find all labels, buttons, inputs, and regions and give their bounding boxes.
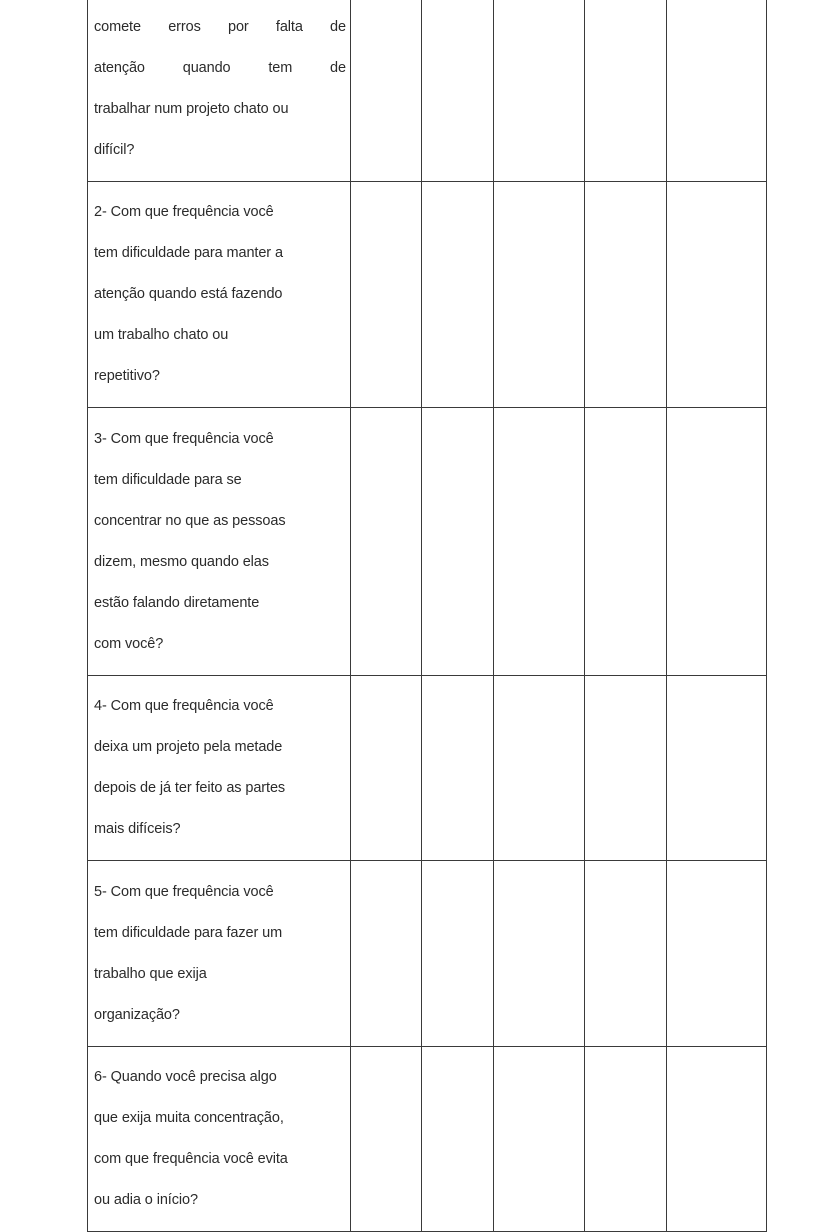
question-text-line: depois de já ter feito as partes [94,780,286,796]
question-text-line: difícil? [94,141,135,158]
question-text-line: trabalho que exija [94,965,207,982]
question-text-line: comete erros por falta de [94,18,346,35]
question-text-line: deixa um projeto pela metade [94,739,283,755]
answer-option-cell[interactable] [585,861,667,1047]
question-text-line: 2- Com que frequência você [94,204,274,220]
answer-option-cell[interactable] [585,675,667,861]
question-text-line: organização? [94,1006,180,1023]
table-row [88,408,767,676]
answer-option-cell[interactable] [667,0,767,181]
question-cell [88,1046,351,1232]
answer-option-cell[interactable] [667,675,767,861]
answer-option-cell[interactable] [422,861,494,1047]
question-cell [88,408,351,676]
answer-option-cell[interactable] [494,861,585,1047]
answer-option-cell[interactable] [422,408,494,676]
answer-option-cell[interactable] [351,408,422,676]
question-cell [88,181,351,408]
question-text-line: com que frequência você evita [94,1151,288,1167]
answer-option-cell[interactable] [422,0,494,181]
question-text-line: 3- Com que frequência você [94,430,274,447]
question-text-line: trabalhar num projeto chato ou [94,100,289,117]
answer-option-cell[interactable] [422,675,494,861]
answer-option-cell[interactable] [494,181,585,408]
question-text-line: ou adia o início? [94,1192,198,1208]
answer-option-cell[interactable] [494,675,585,861]
question-text-line: tem dificuldade para fazer um [94,924,283,941]
question-text-line: tem dificuldade para manter a [94,245,283,261]
question-text-line: repetitivo? [94,368,160,384]
answer-option-cell[interactable] [494,408,585,676]
question-text-line: 6- Quando você precisa algo [94,1069,277,1085]
question-text-line: estão falando diretamente [94,594,260,611]
table-row [88,675,767,861]
table-row [88,861,767,1047]
question-text-line: com você? [94,635,164,652]
answer-option-cell[interactable] [494,1046,585,1232]
question-text-line: atenção quando está fazendo [94,286,283,302]
answer-option-cell[interactable] [422,1046,494,1232]
answer-option-cell[interactable] [494,0,585,181]
answer-option-cell[interactable] [667,1046,767,1232]
answer-option-cell[interactable] [585,1046,667,1232]
answer-option-cell[interactable] [667,861,767,1047]
question-text-line: concentrar no que as pessoas [94,512,286,529]
question-text-line: que exija muita concentração, [94,1110,284,1126]
answer-option-cell[interactable] [667,181,767,408]
question-text-line: atenção quando tem de [94,59,346,76]
answer-option-cell[interactable] [351,861,422,1047]
question-text-line: um trabalho chato ou [94,327,229,343]
question-text-line: tem dificuldade para se [94,471,242,488]
answer-option-cell[interactable] [351,181,422,408]
answer-option-cell[interactable] [351,675,422,861]
question-cell [88,675,351,861]
answer-option-cell[interactable] [585,408,667,676]
question-cell [88,861,351,1047]
question-text-line: dizem, mesmo quando elas [94,553,269,570]
question-text-line: 4- Com que frequência você [94,698,274,714]
questionnaire-table [87,0,767,1232]
answer-option-cell[interactable] [667,408,767,676]
answer-option-cell[interactable] [351,1046,422,1232]
question-text-line: mais difíceis? [94,821,181,837]
table-row [88,181,767,408]
table-row [88,0,767,181]
answer-option-cell[interactable] [585,0,667,181]
answer-option-cell[interactable] [585,181,667,408]
question-text-line: 5- Com que frequência você [94,883,274,900]
answer-option-cell[interactable] [351,0,422,181]
answer-option-cell[interactable] [422,181,494,408]
question-cell [88,0,351,181]
table-row [88,1046,767,1232]
